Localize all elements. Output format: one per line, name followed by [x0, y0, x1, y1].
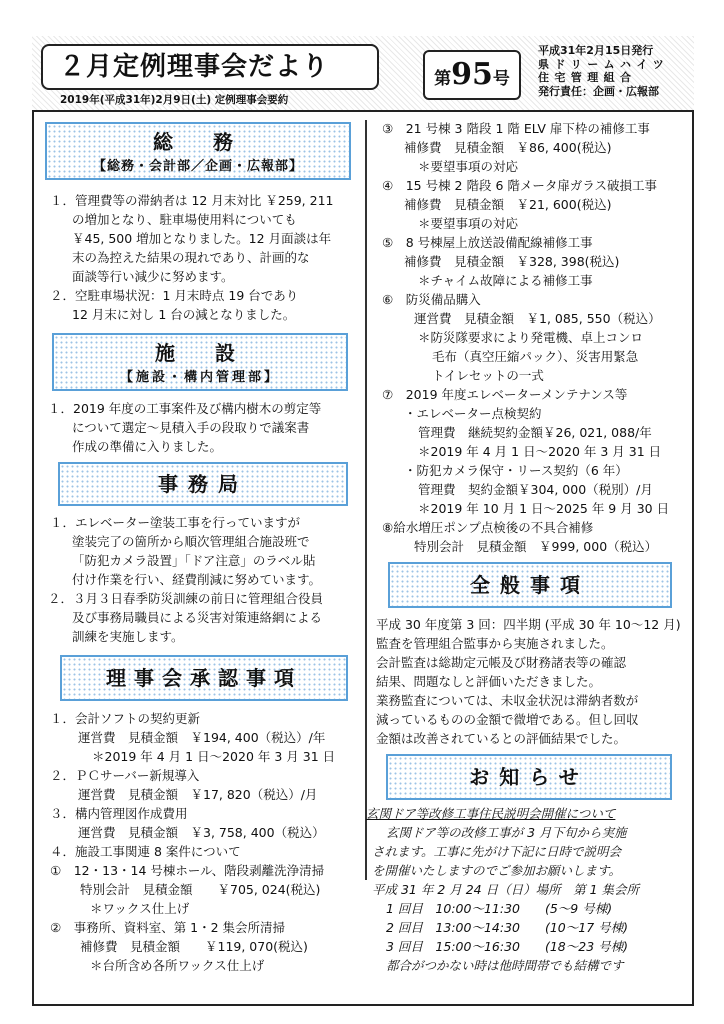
publish-date: 平成31年2月15日発行 [538, 44, 654, 57]
shounin-right-line: ⑦ 2019 年度エレベーターメンテナンス等 [382, 387, 628, 402]
soumu-line: ２．空駐車場状況：1 月末時点 19 台であり [50, 288, 299, 303]
shounin-line: ＊ワックス仕上げ [90, 901, 190, 916]
section-oshirase-heading [386, 754, 672, 800]
shounin-line: 運営費 見積金額 ￥194, 400（税込）/年 [78, 730, 326, 745]
issue-suffix: 号 [492, 69, 510, 89]
zenpan-line: 平成 30 年度第 3 回：四半期 (平成 30 年 10～12 月) [376, 617, 681, 632]
shounin-right-line: ・防犯カメラ保守・リース契約（6 年） [404, 463, 628, 478]
shounin-line: 運営費 見積金額 ￥3, 758, 400（税込） [78, 825, 325, 840]
column-divider [365, 120, 367, 880]
jimukyoku-line: ２．３月３日春季防災訓練の前日に管理組合役員 [48, 591, 324, 606]
issue-number-box [423, 50, 521, 100]
zenpan-line: 減っているものの金額で微増である。但し回収 [376, 712, 639, 727]
soumu-line: １．管理費等の滞納者は 12 月末対比 ￥259, 211 [50, 193, 334, 208]
zenpan-line: 結果、問題なしと評価いただきました。 [376, 674, 602, 689]
section-jimukyoku-heading [58, 462, 348, 506]
org-line2: 住宅管理組合 [538, 71, 637, 84]
issue-prefix: 第 [434, 69, 452, 89]
shounin-line: ＊2019 年 4 月 1 日～2020 年 3 月 31 日 [92, 749, 336, 764]
notice-title: 玄関ドア等改修工事住民説明会開催について [366, 806, 616, 821]
soumu-line: ￥45, 500 増加となりました。12 月面談は年 [72, 231, 332, 246]
zenpan-line: 会計監査は総勘定元帳及び財務諸表等の確認 [376, 655, 627, 670]
section-zenpan-heading [388, 562, 672, 608]
shounin-right-line: ＊要望事項の対応 [418, 159, 519, 174]
notice-line: 2 回目 13:00～14:30 (10～17 号棟) [386, 920, 629, 935]
section-soumu-heading [45, 122, 351, 180]
jimukyoku-line: 「防犯カメラ設置」「ドア注意」のラベル貼 [72, 553, 316, 568]
section-shisetsu-heading [52, 333, 348, 391]
notice-line: 玄関ドア等の改修工事が 3 月下旬から実施 [386, 825, 627, 840]
publication-info [538, 44, 690, 98]
shounin-right-line: ＊2019 年 4 月 1 日～2020 年 3 月 31 日 [418, 444, 662, 459]
section-shounin-heading [60, 655, 348, 701]
shounin-right-line: 毛布（真空圧縮パック）、災害用緊急 [432, 349, 639, 364]
notice-line: 平成 31 年 2 月 24 日（日）場所 第 1 集会所 [372, 882, 640, 897]
shisetsu-line: 作成の準備に入りました。 [72, 439, 223, 454]
shounin-right-line: ＊要望事項の対応 [418, 216, 519, 231]
newsletter-subtitle: 2019年(平成31年)2月9日(土) 定例理事会要約 [60, 94, 289, 106]
shisetsu-line: １．2019 年度の工事案件及び構内樹木の剪定等 [48, 401, 322, 416]
jimukyoku-title: 事務局 [158, 472, 248, 496]
shounin-right-line: 管理費 契約金額￥304, 000（税別）/月 [418, 482, 653, 497]
shounin-right-line: ④ 15 号棟 2 階段 6 階メータ扉ガラス破損工事 [382, 178, 658, 193]
soumu-subtitle: 【総務・会計部／企画・広報部】 [92, 159, 303, 174]
shisetsu-subtitle: 【施設・構内管理部】 [119, 370, 280, 385]
shounin-line: 特別会計 見積金額 ￥705, 024(税込) [80, 882, 321, 897]
newsletter-title: ２月定例理事会だより [41, 44, 379, 90]
shounin-right-line: ＊2019 年 10 月 1 日～2025 年 9 月 30 日 [418, 501, 670, 516]
shounin-line: ① 12・13・14 号棟ホール、階段剥離洗浄清掃 [50, 863, 325, 878]
shounin-right-line: 補修費 見積金額 ￥86, 400(税込) [404, 140, 612, 155]
shounin-line: １．会計ソフトの契約更新 [50, 711, 201, 726]
issue-number: 95 [451, 57, 493, 92]
shounin-right-line: 管理費 継続契約金額￥26, 021, 088/年 [418, 425, 652, 440]
shounin-line: ３．構内管理図作成費用 [50, 806, 188, 821]
shounin-right-line: 特別会計 見積金額 ￥999, 000（税込） [414, 539, 658, 554]
jimukyoku-line: 訓練を実施します。 [72, 629, 184, 644]
shounin-line: ４．施設工事関連 8 案件について [50, 844, 241, 859]
zenpan-line: 監査を管理組合監事から実施されました。 [376, 636, 614, 651]
shounin-right-line: ・エレベーター点検契約 [404, 406, 542, 421]
zenpan-line: 業務監査については、未収金状況は滞納者数が [376, 693, 639, 708]
zenpan-title: 全般事項 [470, 573, 590, 597]
jimukyoku-line: 付け作業を行い、経費削減に努めています。 [72, 572, 322, 587]
shounin-right-line: 運営費 見積金額 ￥1, 085, 550（税込） [414, 311, 661, 326]
shounin-right-line: 補修費 見積金額 ￥21, 600(税込) [404, 197, 612, 212]
shounin-right-line: ＊防災隊要求により発電機、卓上コンロ [418, 330, 644, 345]
oshirase-title: お知らせ [469, 765, 589, 789]
notice-line: 1 回目 10:00～11:30 (5～9 号棟) [386, 901, 613, 916]
notice-line: を開催いたしますのでご参加お願いします。 [372, 863, 622, 878]
shounin-right-line: ③ 21 号棟 3 階段 1 階 ELV 扉下枠の補修工事 [382, 121, 650, 136]
zenpan-line: 金額は改善されているとの評価結果でした。 [376, 731, 627, 746]
shounin-right-line: ⑤ 8 号棟屋上放送設備配線補修工事 [382, 235, 593, 250]
notice-line: されます。工事に先がけ下記に日時で説明会 [372, 844, 622, 859]
shounin-right-line: ⑧給水増圧ポンプ点検後の不具合補修 [382, 520, 594, 535]
shounin-title: 理事会承認事項 [106, 666, 302, 690]
shounin-right-line: 補修費 見積金額 ￥328, 398(税込) [404, 254, 620, 269]
notice-line: 都合がつかない時は他時間帯でも結構です [386, 958, 624, 973]
soumu-line: 12 月末に対し 1 台の減となりました。 [72, 307, 296, 322]
shisetsu-line: について選定～見積入手の段取りで議案書 [72, 420, 310, 435]
notice-line: 3 回目 15:00～16:30 (18～23 号棟) [386, 939, 629, 954]
shounin-line: 運営費 見積金額 ￥17, 820（税込）/月 [78, 787, 318, 802]
shounin-right-line: ＊チャイム故障による補修工事 [418, 273, 593, 288]
shounin-line: ＊台所含め各所ワックス仕上げ [90, 958, 265, 973]
shounin-right-line: トイレセットの一式 [432, 368, 544, 383]
shounin-right-line: ⑥ 防災備品購入 [382, 292, 481, 307]
shounin-line: ② 事務所、資料室、第 1・2 集会所清掃 [50, 920, 286, 935]
soumu-title: 総 務 [153, 130, 243, 154]
jimukyoku-line: 及び事務局職員による災害対策連絡網による [72, 610, 323, 625]
org-line1: 県ドリームハイツ [538, 57, 670, 71]
shounin-line: 補修費 見積金額 ￥119, 070(税込) [80, 939, 308, 954]
shounin-line: ２．ＰＣサーバー新規導入 [50, 768, 200, 783]
soumu-line: 末の為控えた結果の現れであり、計画的な [72, 250, 310, 265]
soumu-line: 面談等行い減少に努めます。 [72, 269, 234, 284]
jimukyoku-line: 塗装完了の箇所から順次管理組合施設班で [72, 534, 310, 549]
publisher: 発行責任：企画・広報部 [538, 84, 659, 98]
soumu-line: の増加となり、駐車場使用料についても [72, 212, 297, 227]
jimukyoku-line: １．エレベーター塗装工事を行っていますが [50, 515, 301, 530]
shisetsu-title: 施 設 [155, 341, 245, 365]
